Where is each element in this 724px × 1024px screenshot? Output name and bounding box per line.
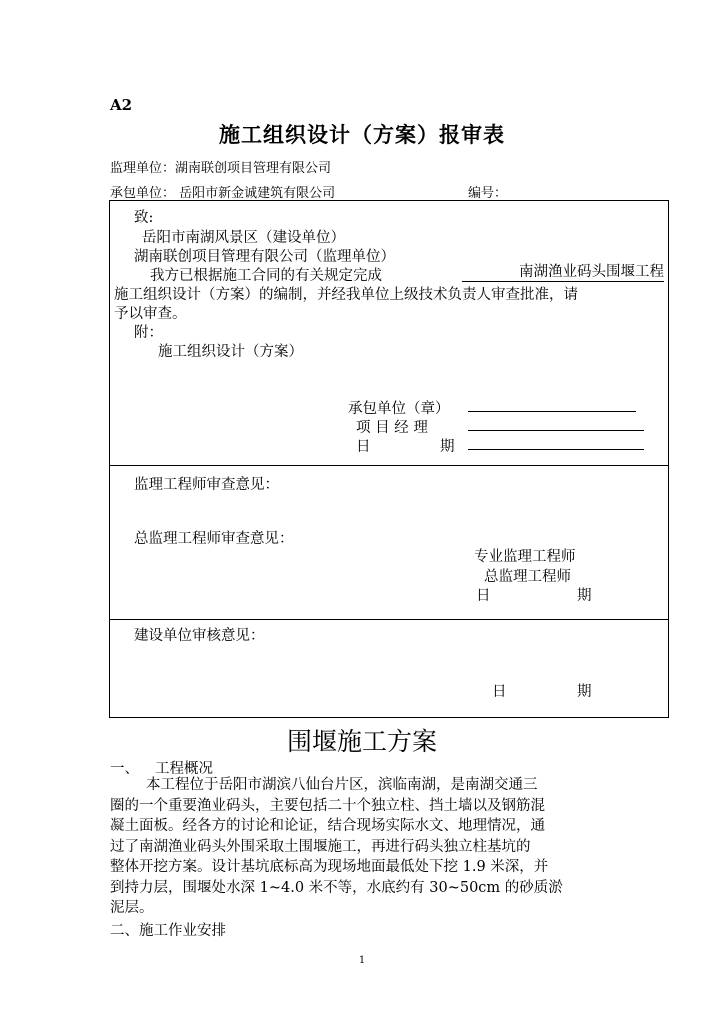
attach-label: 附： [134,325,163,341]
body-line-1: 我方已根据施工合同的有关规定完成 [150,268,382,284]
paragraph-line: 圈的一个重要渔业码头，主要包括二十个独立柱、挡土墙以及钢筋混 [110,797,545,814]
form-code: A2 [110,96,133,114]
paragraph-line: 整体开挖方案。设计基坑底标高为现场地面最低处下挖 1.9 米深，并 [110,859,549,875]
chief-engineer-label: 总监理工程师 [484,569,571,585]
section1-number: 一、 [110,761,139,777]
sign-date-char-1: 日 [356,439,371,455]
sign-contractor-label: 承包单位（章） [348,401,450,417]
supervisor-unit: 监理单位：湖南联创项目管理有限公司 [110,161,332,176]
recipient-owner: 岳阳市南湖风景区（建设单位） [142,230,345,246]
date-signature-line [468,435,644,450]
number-label: 编号： [468,186,508,201]
contractor-signature-line [468,397,636,412]
overview-paragraph [110,775,618,919]
review-date-char-1: 日 [476,588,491,604]
section1-title: 工程概况 [155,761,213,777]
row-divider [110,465,668,466]
paragraph-line: 泥层。 [110,900,154,916]
owner-date-char-1: 日 [492,684,507,700]
plan-title: 围堰施工方案 [286,727,437,756]
owner-review-label: 建设单位审核意见： [134,628,265,644]
page-number: 1 [358,955,366,966]
paragraph-line: 过了南湖渔业码头外围采取土围堰施工，再进行码头独立柱基坑的 [110,838,531,855]
chief-review-label: 总监理工程师审查意见： [134,531,294,547]
review-date-char-2: 期 [577,588,592,604]
paragraph-line: 本工程位于岳阳市湖滨八仙台片区，滨临南湖，是南湖交通三 [146,777,538,793]
paragraph-line: 凝土面板。经各方的讨论和论证，结合现场实际水文、地理情况，通 [110,818,545,834]
section2-title: 二、施工作业安排 [110,923,226,939]
contractor-unit: 承包单位： 岳阳市新金诚建筑有限公司 [110,186,336,201]
sign-manager-label: 项 目 经 理 [356,420,428,436]
project-name: 南湖渔业码头围堰工程 [462,264,664,282]
sign-date-char-2: 期 [440,439,455,455]
row-divider [110,619,668,620]
body-line-2: 施工组织设计（方案）的编制，并经我单位上级技术负责人审查批准，请 [114,287,578,303]
paragraph-line: 到持力层，围堰处水深 1~4.0 米不等，水底约有 30~50cm 的砂质淤 [110,879,563,896]
recipient-supervisor: 湖南联创项目管理有限公司（监理单位） [134,249,395,265]
to-label: 致: [134,210,154,226]
engineer-review-label: 监理工程师审查意见： [134,477,279,493]
owner-date-char-2: 期 [577,684,592,700]
pro-engineer-label: 专业监理工程师 [474,549,576,565]
review-form-table [109,200,669,718]
body-line-3: 予以审查。 [114,306,187,322]
form-title: 施工组织设计（方案）报审表 [219,122,505,147]
attachment-name: 施工组织设计（方案） [158,344,303,360]
manager-signature-line [468,416,644,431]
